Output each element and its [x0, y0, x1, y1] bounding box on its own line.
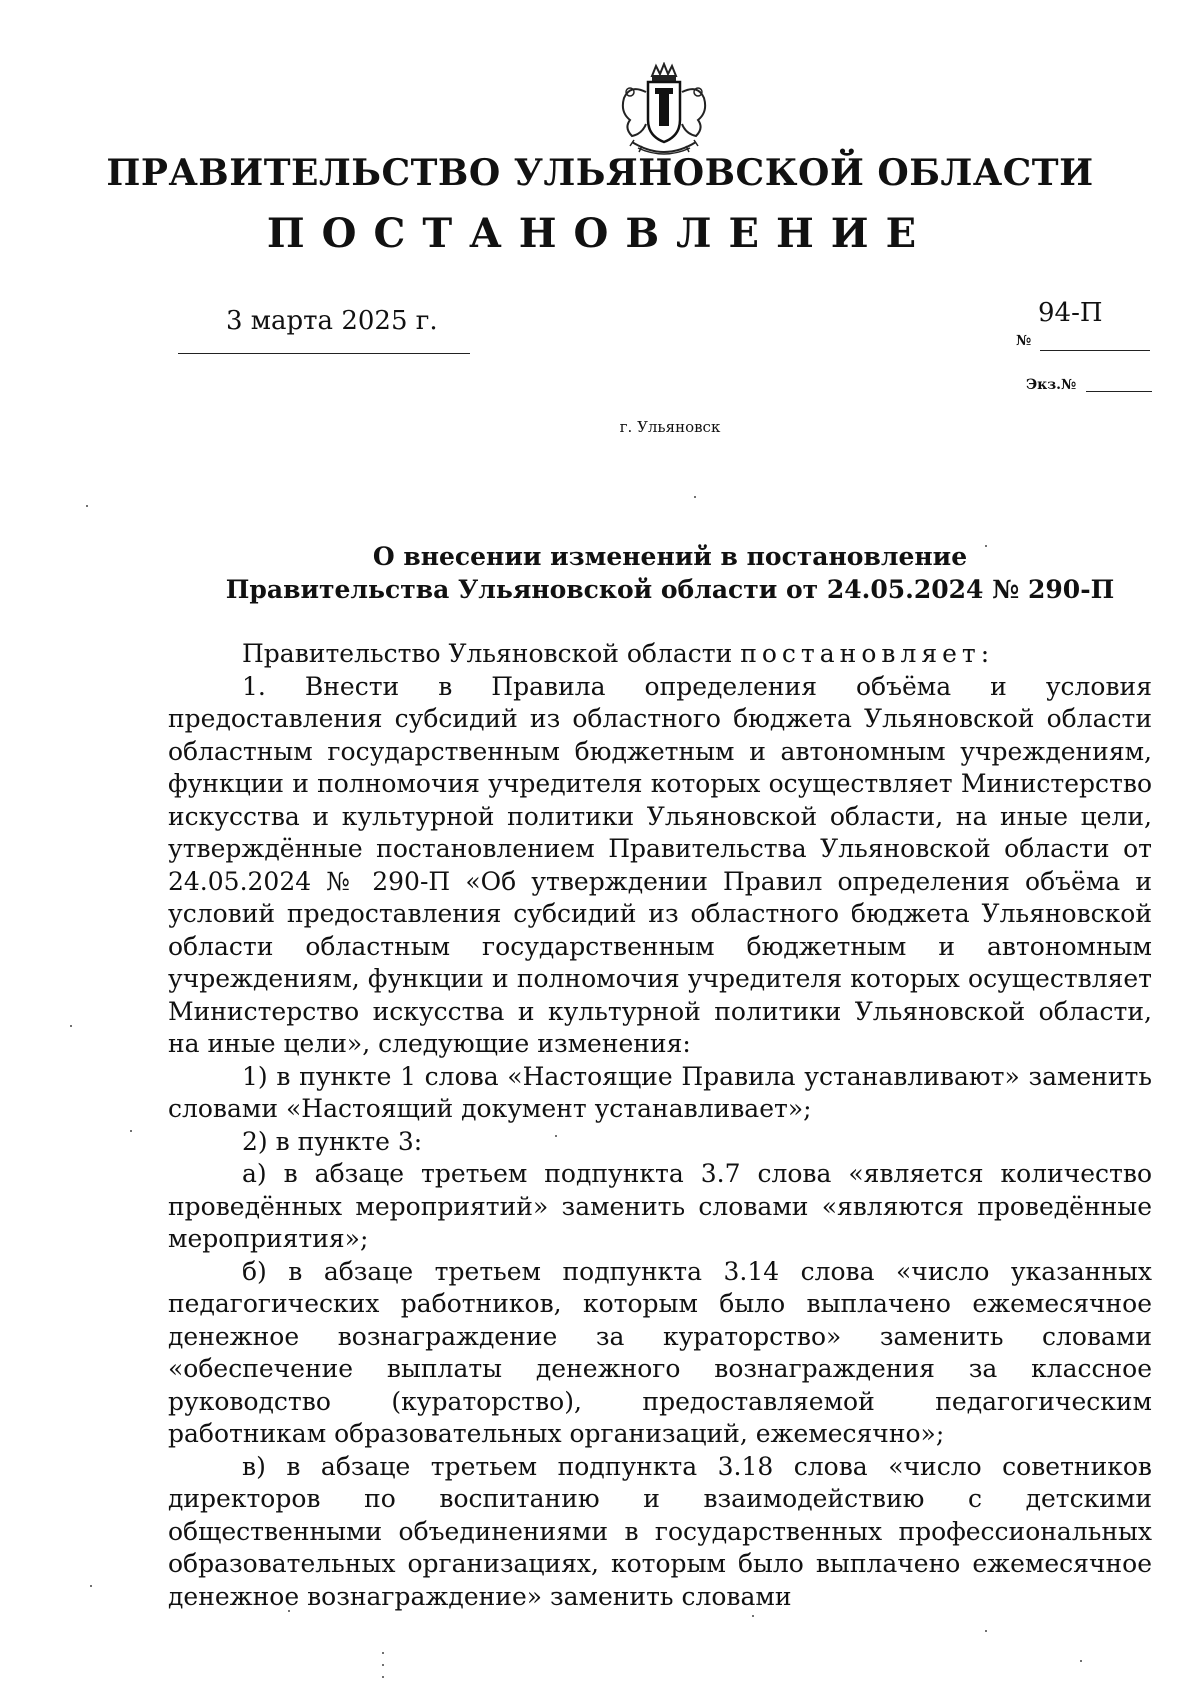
scan-speck: [70, 1025, 72, 1027]
scan-speck: [382, 1676, 384, 1678]
scan-speck: [90, 1585, 92, 1587]
paragraph-5: б) в абзаце третьем подпункта 3.14 слова «число указанных педагогических работников, которым было выплачено ежемесячное денежное вознаграждение за кураторство» заменить словами «обеспечение выплаты денежного вознаграждения за классное руководство (кураторство), предоставляемой педагогическим работникам образовательных организаций, ежемесячно»;: [168, 1256, 1152, 1448]
document-type-title: ПОСТАНОВЛЕНИЕ: [266, 210, 934, 257]
scan-speck: [382, 1652, 384, 1654]
copy-number-label: Экз.№: [1026, 377, 1077, 393]
document-subject: [170, 540, 1170, 606]
city-name: г. Ульяновск: [619, 418, 721, 436]
paragraph-6: в) в абзаце третьем подпункта 3.18 слова «число советников директоров по воспитанию и взаимодействию с детскими общественными объединениями в государственных профессиональных образовательных организациях, которым было выплачено ежемесячное денежное вознаграждение» заменить словами: [168, 1451, 1152, 1611]
scan-speck: [130, 1130, 132, 1132]
date-underline: [178, 353, 470, 354]
intro-text: Правительство Ульяновской области: [242, 639, 741, 668]
scan-speck: [1080, 1660, 1082, 1662]
scan-speck: [288, 1610, 290, 1612]
intro-paragraph: [168, 638, 1152, 671]
paragraph-4: а) в абзаце третьем подпункта 3.7 слова «является количество проведённых мероприятий» заменить словами «являются проведённые мероприятия»;: [168, 1159, 1152, 1253]
document-date: 3 марта 2025 г.: [226, 306, 438, 336]
document-body: [168, 638, 1152, 1613]
paragraph-3: 2) в пункте 3:: [242, 1126, 423, 1156]
scan-speck: [555, 1135, 557, 1137]
scan-speck: [752, 1615, 754, 1617]
subject-line-1: О внесении изменений в постановление: [372, 542, 968, 571]
subject-line-2: Правительства Ульяновской области от 24.05.2024 № 290-П: [225, 575, 1115, 604]
intro-decree-word: постановляет: [740, 639, 981, 668]
scan-speck: [382, 1664, 384, 1666]
paragraph-2: 1) в пункте 1 слова «Настоящие Правила устанавливают» заменить словами «Настоящий документ устанавливает»;: [168, 1061, 1152, 1123]
scan-speck: [694, 496, 696, 498]
intro-colon: :: [980, 639, 990, 668]
number-label: №: [1016, 333, 1032, 349]
paragraph-1: 1. Внести в Правила определения объёма и условия предоставления субсидий из областного бюджета Ульяновской области областным государственным бюджетным и автономным учреждениям, функции и полномочия учредителя которых осуществляет Министерство искусства и культурной политики Ульяновской области, на иные цели, утверждённые постановлением Правительства Ульяновской области от 24.05.2024 № 290-П «Об утверждении Правил определения объёма и условий предоставления субсидий из областного бюджета Ульяновской области областным государственным бюджетным и автономным учреждениям, функции и полномочия учредителя которых осуществляет Министерство искусства и культурной политики Ульяновской области, на иные цели», следующие изменения:: [168, 671, 1152, 1058]
scan-speck: [985, 545, 987, 547]
organization-title: ПРАВИТЕЛЬСТВО УЛЬЯНОВСКОЙ ОБЛАСТИ: [106, 152, 1094, 194]
document-number: 94-П: [1038, 298, 1103, 328]
scan-speck: [86, 505, 88, 507]
number-underline: [1040, 350, 1150, 351]
copy-number-underline: [1086, 391, 1152, 392]
scan-speck: [985, 1630, 987, 1632]
coat-of-arms-emblem: [612, 62, 716, 162]
